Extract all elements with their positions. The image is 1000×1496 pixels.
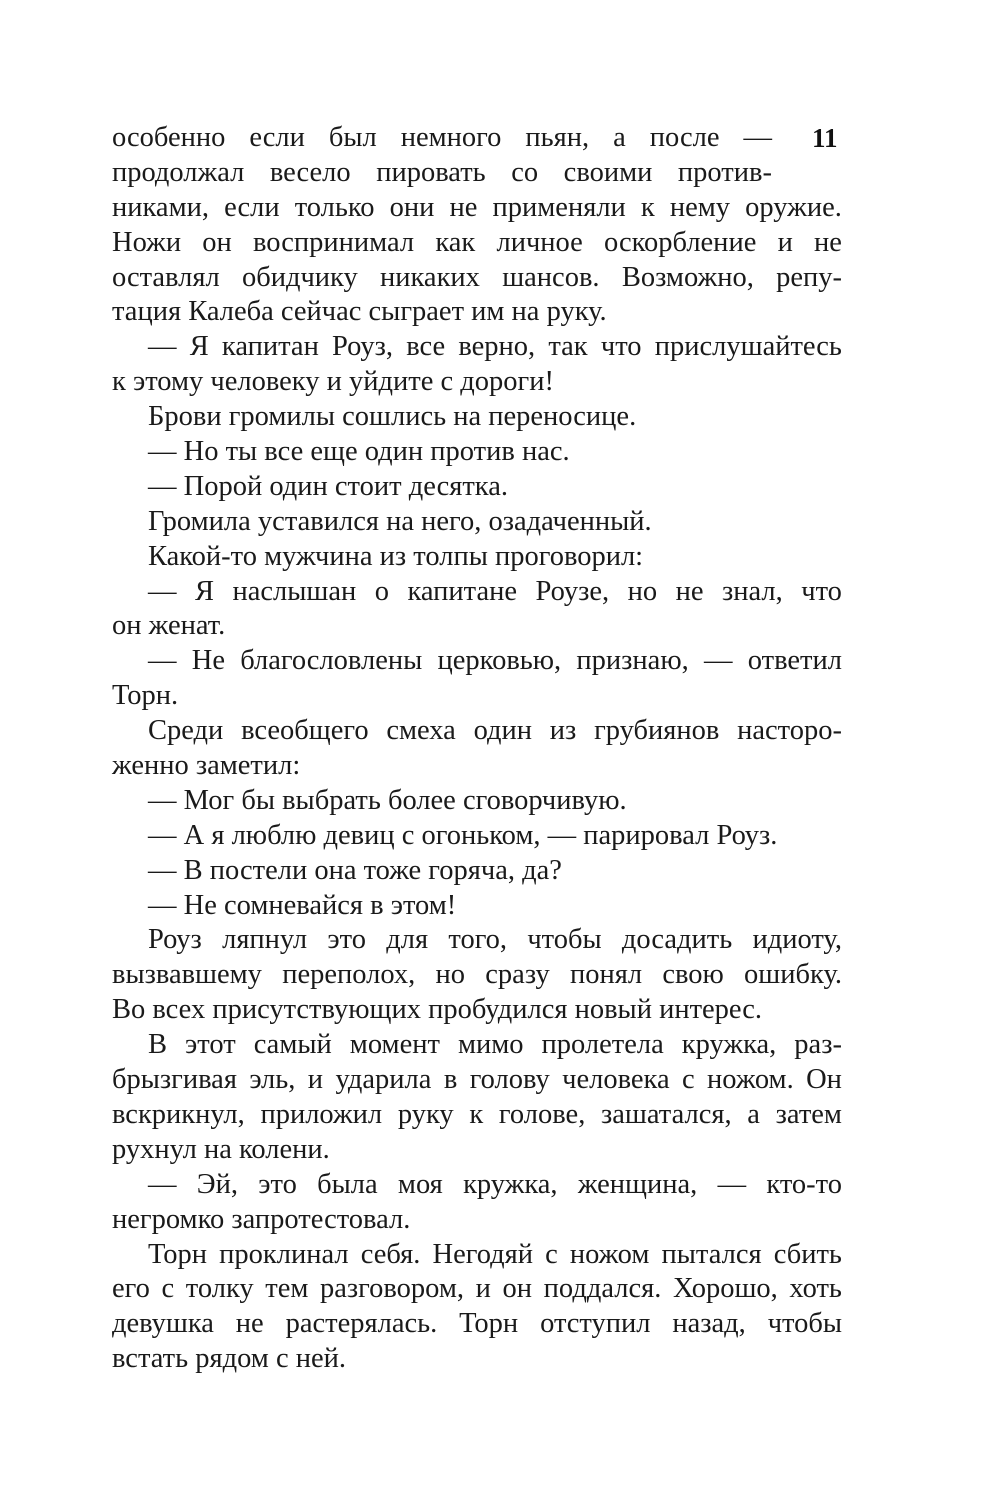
text-line: никами, если только они не применяли к нему оружие. [112,191,842,223]
text-line: — Порой один стоит десятка. [148,470,508,502]
text-line: девушка не растерялась. Торн отступил назад, чтобы [112,1308,842,1340]
text-line: Ножи он воспринимал как личное оскорбление и не [112,226,842,258]
text-line: рухнул на колени. [112,1133,330,1165]
text-line: — В постели она тоже горяча, да? [148,854,562,886]
text-line: — Эй, это была моя кружка, женщина, — кто-то [148,1168,842,1200]
text-line: — А я люблю девиц с огоньком, — парировал Роуз. [148,819,778,851]
text-line: к этому человеку и уйдите с дороги! [112,366,554,398]
text-line: особенно если был немного пьян, а после — [112,122,772,153]
text-line: он женат. [112,610,226,642]
text-line: Брови громилы сошлись на переносице. [148,401,637,433]
text-line: — Но ты все еще один против нас. [148,436,570,468]
text-line: — Не сомневайся в этом! [148,889,457,921]
text-line: Среди всеобщего смеха один из грубиянов насторо- [148,715,842,747]
text-line: Торн проклинал себя. Негодяй с ножом пытался сбить [148,1238,842,1270]
text-line: Какой-то мужчина из толпы проговорил: [148,540,644,572]
text-line: вызвавшему переполох, но сразу понял свою ошибку. [112,959,842,991]
text-line: тация Калеба сейчас сыграет им на руку. [112,296,607,328]
page-number: 11 [812,123,838,153]
text-line: Роуз ляпнул это для того, чтобы досадить идиоту, [148,924,842,956]
text-line: негромко запротестовал. [112,1203,411,1235]
text-line: его с толку тем разговором, и он поддался. Хорошо, хоть [112,1273,842,1305]
text-line: — Мог бы выбрать более сговорчивую. [148,784,627,816]
text-line: Громила уставился на него, озадаченный. [148,505,652,537]
text-line: — Я капитан Роуз, все верно, так что прислушайтесь [148,331,842,363]
text-line: вскрикнул, приложил руку к голове, зашатался, а затем [112,1098,842,1130]
text-line: встать рядом с ней. [112,1343,347,1375]
text-line: Торн. [112,680,179,712]
text-line: — Я наслышан о капитане Роузе, но не знал, что [148,575,842,607]
text-line: оставлял обидчику никаких шансов. Возможно, репу- [112,261,842,293]
text-line: женно заметил: [112,750,301,782]
text-line: Во всех присутствующих пробудился новый интерес. [112,994,763,1026]
text-line: — Не благословлены церковью, признаю, — ответил [148,645,842,677]
text-line: продолжал весело пировать со своими против- [112,156,772,188]
text-line: брызгивая эль, и ударила в голову человека с ножом. Он [112,1064,842,1096]
body-text [112,121,842,1377]
text-line: В этот самый момент мимо пролетела кружка, раз- [148,1029,842,1061]
